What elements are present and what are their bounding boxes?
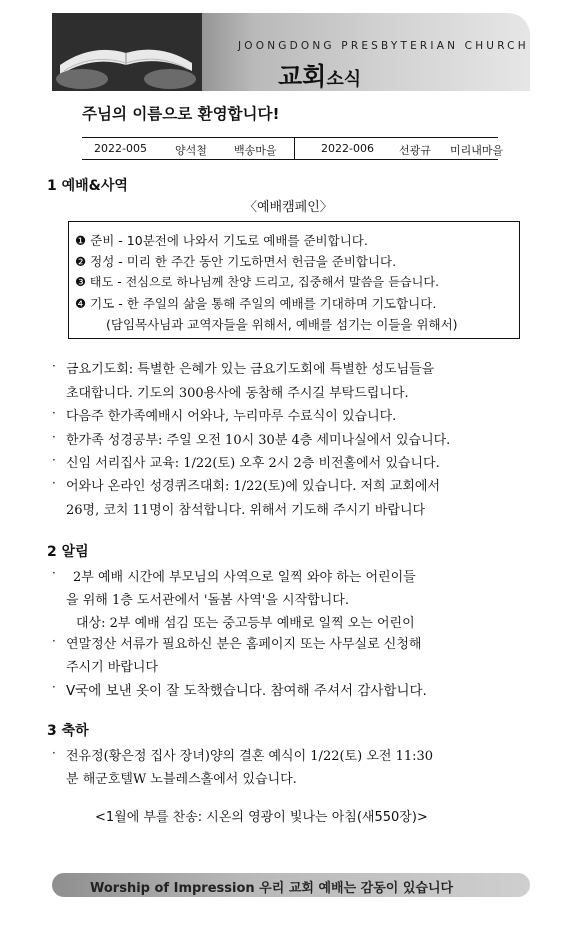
bullet: ·	[52, 406, 56, 420]
footer-slogan: Worship of Impression 우리 교회 예배는 감동이 있습니다	[90, 881, 454, 896]
notice-line: 금요기도회: 특별한 은혜가 있는 금요기도회에 특별한 성도님들을	[66, 362, 435, 377]
notice-line: 다음주 한가족예배시 어와나, 누리마루 수료식이 있습니다.	[66, 409, 397, 424]
campaign-title: 〈예배캠페인〉	[244, 200, 333, 215]
duty-group: 백송마을	[234, 144, 277, 157]
campaign-box	[68, 221, 520, 339]
campaign-item: ❶ 준비 - 10분전에 나와서 기도로 예배를 준비합니다.	[75, 233, 368, 248]
duty-number: 2022-005	[94, 142, 147, 155]
notice-line: 연말정산 서류가 필요하신 분은 홈페이지 또는 사무실로 신청해	[66, 637, 422, 652]
campaign-item: ❷ 정성 - 미리 한 주간 동안 기도하면서 헌금을 준비합니다.	[75, 254, 397, 269]
campaign-note: (담임목사님과 교역자들을 위해서, 예배를 섬기는 이들을 위해서)	[106, 317, 458, 332]
notice-line: 대상: 2부 예배 섬김 또는 중고등부 예배로 일찍 오는 어린이	[76, 616, 415, 631]
bullet: ·	[52, 430, 56, 444]
bullet: ·	[52, 476, 56, 490]
duty-group: 미리내마을	[450, 144, 504, 157]
notice-line: 전유정(황은정 집사 장녀)양의 결혼 예식이 1/22(토) 오전 11:30	[66, 749, 434, 764]
duty-divider	[294, 138, 295, 159]
header-banner	[52, 13, 530, 91]
notice-line: 한가족 성경공부: 주일 오전 10시 30분 4층 세미나실에서 있습니다.	[66, 433, 451, 448]
bible-hands-image	[52, 13, 202, 91]
duty-person: 선광규	[399, 144, 431, 157]
footer-banner	[52, 873, 530, 897]
duty-roster	[82, 137, 504, 160]
notice-line: 어와나 온라인 성경퀴즈대회: 1/22(토)에 있습니다. 저희 교회에서	[66, 479, 441, 494]
notice-line: 주시기 바랍니다	[66, 660, 159, 675]
notice-line: 26명, 코치 11명이 참석합니다. 위해서 기도해 주시기 바랍니다	[66, 503, 426, 518]
section-heading: 2 알림	[47, 544, 89, 560]
campaign-item: ❸ 태도 - 전심으로 하나님께 찬양 드리고, 집중해서 말씀을 듣습니다.	[75, 275, 440, 289]
duty-person: 양석철	[175, 144, 207, 157]
bullet: ·	[52, 453, 56, 467]
hymn-of-month: <1월에 부를 찬송: 시온의 영광이 빛나는 아침(새550장)>	[95, 810, 428, 825]
section-heading: 3 축하	[47, 723, 89, 739]
notice-line: 분 해군호텔W 노블레스홀에서 있습니다.	[66, 772, 297, 787]
church-name: JOONGDONG PRESBYTERIAN CHURCH	[238, 40, 529, 52]
bullet: ·	[52, 634, 56, 648]
bullet: ·	[52, 680, 56, 694]
section-heading: 1 예배&사역	[47, 178, 128, 194]
bullet: ·	[52, 566, 56, 580]
campaign-item: ❹ 기도 - 한 주일의 삶을 통해 주일의 예배를 기대하며 기도합니다.	[75, 296, 437, 311]
notice-line: 신임 서리집사 교육: 1/22(토) 오후 2시 2층 비전홀에서 있습니다.	[66, 456, 440, 471]
welcome-heading: 주님의 이름으로 환영합니다!	[82, 105, 280, 123]
notice-line: 을 위해 1층 도서관에서 '돌봄 사역'을 시작합니다.	[66, 593, 349, 608]
bullet: ·	[52, 746, 56, 760]
bullet: ·	[52, 359, 56, 373]
duty-number: 2022-006	[321, 142, 374, 155]
notice-line: 초대합니다. 기도의 300용사에 동참해 주시길 부탁드립니다.	[66, 386, 409, 401]
news-title: 교회소식	[278, 62, 362, 91]
notice-line: 2부 예배 시간에 부모님의 사역으로 일찍 와야 하는 어린이들	[73, 570, 416, 585]
notice-line: V국에 보낸 옷이 잘 도착했습니다. 참여해 주셔서 감사합니다.	[66, 683, 427, 699]
